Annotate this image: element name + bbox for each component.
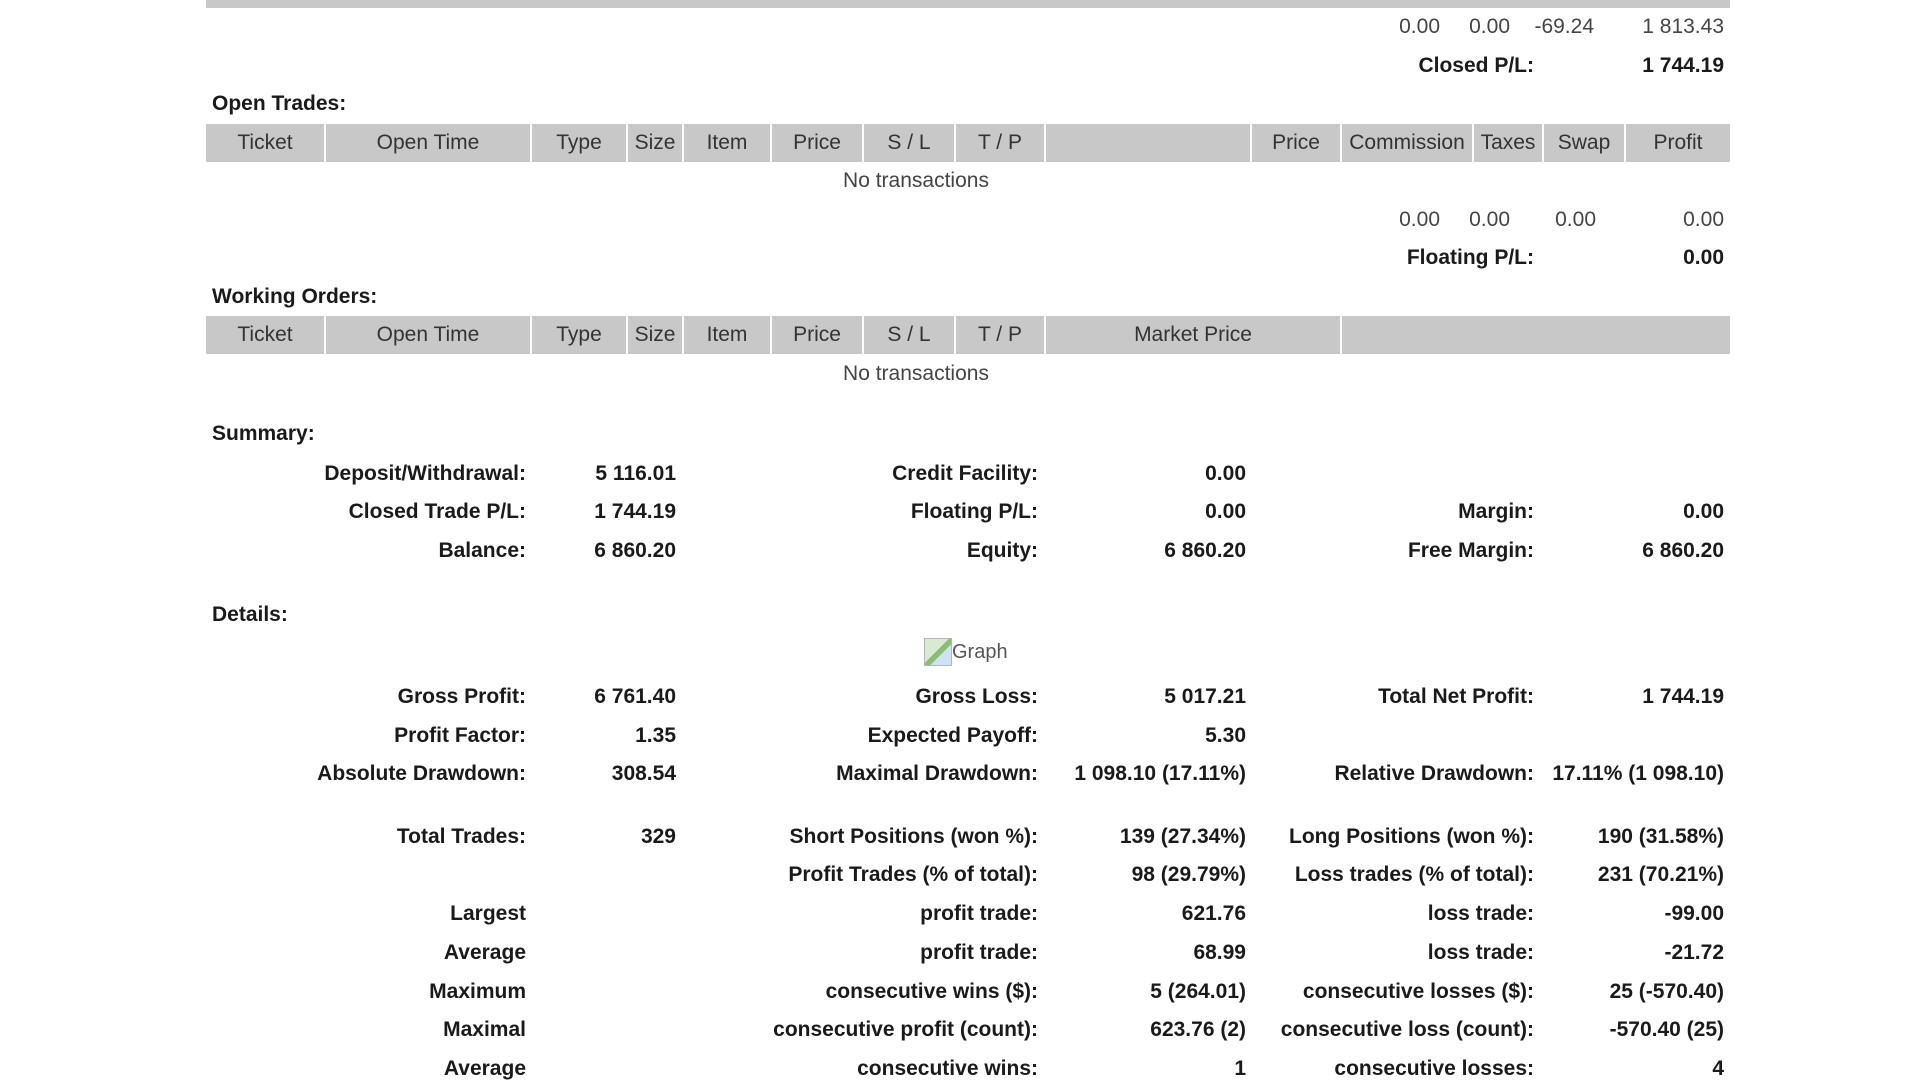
details-value: 25 (-570.40) (1609, 980, 1724, 1003)
details-value: 1 098.10 (17.11%) (1074, 762, 1246, 785)
col-market-price: Market Price (1046, 316, 1342, 354)
details-label: Average (443, 941, 526, 964)
col-price: Price (772, 124, 864, 162)
working-orders-header (206, 316, 1730, 354)
details-value: -21.72 (1664, 941, 1724, 964)
details-title: Details: (212, 603, 288, 626)
details-label: Long Positions (won %): (1289, 825, 1534, 848)
details-label: profit trade: (920, 941, 1038, 964)
col-close-price: Price (1252, 124, 1342, 162)
details-value: 1.35 (635, 724, 676, 747)
closed-pl-value: 1 744.19 (1642, 54, 1724, 77)
open-trades-header (206, 124, 1730, 162)
open-swap-total: 0.00 (1555, 208, 1596, 231)
details-label: Total Net Profit: (1378, 685, 1534, 708)
col-tp: T / P (956, 316, 1046, 354)
details-label: consecutive loss (count): (1280, 1018, 1534, 1041)
details-label: Largest (450, 902, 526, 925)
summary-label: Floating P/L: (910, 500, 1038, 523)
summary-value: 5 116.01 (595, 462, 676, 485)
col-blank (1342, 316, 1730, 354)
details-label: consecutive wins ($): (825, 980, 1038, 1003)
details-label: Short Positions (won %): (789, 825, 1038, 848)
details-label: Profit Trades (% of total): (788, 863, 1038, 886)
summary-label: Balance: (438, 539, 526, 562)
details-label: Gross Loss: (915, 685, 1038, 708)
open-commission-total: 0.00 (1399, 208, 1440, 231)
summary-label: Closed Trade P/L: (348, 500, 526, 523)
details-label: Profit Factor: (394, 724, 526, 747)
details-value: 4 (1712, 1057, 1724, 1080)
col-profit: Profit (1653, 131, 1703, 154)
col-sl: S / L (864, 316, 956, 354)
details-label: Relative Drawdown: (1334, 762, 1534, 785)
col-type: Type (532, 316, 628, 354)
details-value: 5 017.21 (1164, 685, 1246, 708)
details-label: loss trade: (1427, 941, 1534, 964)
details-label: loss trade: (1427, 902, 1534, 925)
closed-profit-total: 1 813.43 (1642, 15, 1724, 38)
summary-value (1540, 455, 1724, 493)
col-size: Size (628, 124, 684, 162)
details-value: 68.99 (1193, 941, 1246, 964)
col-open-time: Open Time (326, 316, 532, 354)
details-value: 98 (29.79%) (1131, 863, 1246, 886)
summary-label: Equity: (966, 539, 1038, 562)
col-size: Size (628, 316, 684, 354)
details-value: 621.76 (1181, 902, 1246, 925)
closed-commission-total: 0.00 (1399, 15, 1440, 38)
details-label: consecutive wins: (857, 1057, 1038, 1080)
col-item: Item (684, 124, 772, 162)
details-label: Absolute Drawdown: (317, 762, 526, 785)
summary-label: Free Margin: (1407, 539, 1534, 562)
details-label: Gross Profit: (397, 685, 526, 708)
details-label: Total Trades: (396, 825, 526, 848)
summary-value: 6 860.20 (1642, 539, 1724, 562)
details-label: profit trade: (920, 902, 1038, 925)
details-value: 329 (640, 825, 676, 848)
details-value: 1 (1234, 1057, 1246, 1080)
details-value: 308.54 (611, 762, 676, 785)
details-label: Average (443, 1057, 526, 1080)
floating-pl-value: 0.00 (1683, 246, 1724, 269)
summary-value: 6 860.20 (594, 539, 676, 562)
details-label (206, 856, 526, 894)
col-item: Item (684, 316, 772, 354)
details-value: 6 761.40 (594, 685, 676, 708)
details-value: 139 (27.34%) (1119, 825, 1246, 848)
closed-pl-label: Closed P/L: (1418, 54, 1534, 77)
working-orders-empty: No transactions (843, 362, 989, 385)
details-value: -99.00 (1664, 902, 1724, 925)
col-sl: S / L (864, 124, 956, 162)
details-label: consecutive losses: (1334, 1057, 1534, 1080)
open-profit-total: 0.00 (1683, 208, 1724, 231)
summary-value: 6 860.20 (1164, 539, 1246, 562)
closed-taxes-total: 0.00 (1469, 15, 1510, 38)
summary-value: 0.00 (1205, 500, 1246, 523)
floating-pl-label: Floating P/L: (1406, 246, 1534, 269)
open-trades-title: Open Trades: (212, 92, 347, 115)
details-label: Maximal (443, 1018, 526, 1041)
col-ticket: Ticket (206, 316, 326, 354)
summary-label (1160, 455, 1534, 493)
details-value: 623.76 (2) (1150, 1018, 1246, 1041)
col-open-time: Open Time (326, 124, 532, 162)
details-label: consecutive losses ($): (1302, 980, 1534, 1003)
summary-label: Deposit/Withdrawal: (324, 462, 526, 485)
details-label: Maximum (429, 980, 526, 1003)
details-value: 1 744.19 (1642, 685, 1724, 708)
summary-value: 1 744.19 (594, 500, 676, 523)
details-label: Expected Payoff: (867, 724, 1038, 747)
details-value (1540, 717, 1724, 755)
col-taxes: Taxes (1474, 124, 1544, 162)
col-blank (1046, 124, 1252, 162)
details-label: consecutive profit (count): (773, 1018, 1038, 1041)
details-value: 17.11% (1 098.10) (1552, 762, 1724, 785)
broken-image-icon (924, 638, 952, 666)
summary-title: Summary: (212, 422, 315, 445)
open-trades-empty: No transactions (843, 169, 989, 192)
graph-alt-text: Graph (952, 641, 1008, 663)
summary-value: 0.00 (1683, 500, 1724, 523)
summary-label: Credit Facility: (892, 462, 1038, 485)
col-commission: Commission (1342, 124, 1474, 162)
col-tp: T / P (956, 124, 1046, 162)
details-label: Maximal Drawdown: (836, 762, 1038, 785)
col-type: Type (532, 124, 628, 162)
details-value: 190 (31.58%) (1597, 825, 1724, 848)
summary-label: Margin: (1458, 500, 1534, 523)
details-label: Loss trades (% of total): (1294, 863, 1534, 886)
details-value: 5.30 (1205, 724, 1246, 747)
closed-swap-total: -69.24 (1534, 15, 1594, 38)
col-ticket: Ticket (206, 124, 326, 162)
open-taxes-total: 0.00 (1469, 208, 1510, 231)
closed-trades-header-remnant (206, 0, 1730, 8)
details-value: -570.40 (25) (1609, 1018, 1724, 1041)
working-orders-title: Working Orders: (212, 285, 378, 308)
details-value: 231 (70.21%) (1597, 863, 1724, 886)
summary-value: 0.00 (1205, 462, 1246, 485)
details-value: 5 (264.01) (1150, 980, 1246, 1003)
details-label (1160, 717, 1534, 755)
graph-image (924, 633, 1008, 671)
col-price: Price (772, 316, 864, 354)
col-swap: Swap (1544, 124, 1626, 162)
